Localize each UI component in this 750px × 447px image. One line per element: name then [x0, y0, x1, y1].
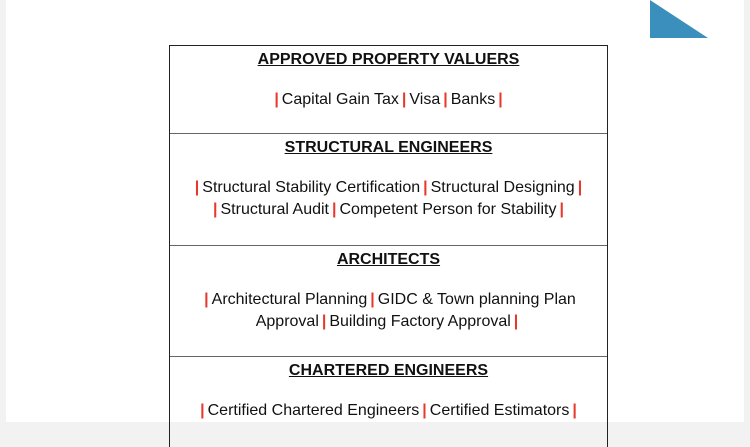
service-item: Capital Gain Tax — [281, 91, 399, 108]
separator-bar: | — [274, 91, 279, 108]
service-item: Structural Audit — [220, 201, 329, 218]
section-body — [170, 89, 607, 111]
separator-bar: | — [443, 91, 448, 108]
separator-bar: | — [213, 201, 218, 218]
section-title: CHARTERED ENGINEERS — [288, 362, 489, 379]
service-line — [176, 289, 601, 311]
separator-bar: | — [572, 402, 577, 419]
service-item: Certified Chartered Engineers — [207, 402, 420, 419]
separator-bar: | — [194, 179, 200, 196]
section-title: STRUCTURAL ENGINEERS — [284, 139, 493, 156]
service-item: GIDC & Town planning Plan — [377, 291, 576, 308]
separator-bar: | — [332, 201, 337, 218]
separator-bar: | — [559, 201, 564, 218]
section-title: APPROVED PROPERTY VALUERS — [257, 51, 520, 68]
service-item: Building Factory Approval — [329, 313, 511, 330]
services-table — [169, 45, 608, 447]
section-architects — [170, 246, 607, 357]
section-approved-property-valuers — [170, 46, 607, 134]
service-line — [176, 177, 601, 199]
separator-bar: | — [422, 402, 427, 419]
service-line — [176, 311, 601, 333]
separator-bar: | — [370, 291, 375, 308]
separator-bar: | — [204, 291, 209, 308]
section-body — [170, 400, 607, 422]
separator-bar: | — [200, 402, 205, 419]
separator-bar: | — [401, 91, 407, 108]
separator-bar: | — [423, 179, 428, 196]
service-line — [176, 400, 601, 422]
service-item: Competent Person for Stability — [339, 201, 557, 218]
separator-bar: | — [577, 179, 583, 196]
service-item: Structural Stability Certification — [202, 179, 421, 196]
section-body — [170, 177, 607, 221]
section-title: ARCHITECTS — [336, 251, 441, 268]
separator-bar: | — [498, 91, 503, 108]
section-structural-engineers — [170, 134, 607, 246]
service-item: Certified Estimators — [429, 402, 570, 419]
corner-triangle-decoration — [650, 0, 708, 38]
section-chartered-engineers — [170, 357, 607, 447]
section-body — [170, 289, 607, 333]
service-line — [176, 199, 601, 221]
separator-bar: | — [513, 313, 519, 330]
service-item: Structural Designing — [430, 179, 575, 196]
service-item: Banks — [450, 91, 496, 108]
service-item: Approval — [255, 313, 319, 330]
service-line — [176, 89, 601, 111]
service-item: Architectural Planning — [211, 291, 368, 308]
service-item: Visa — [409, 91, 441, 108]
separator-bar: | — [321, 313, 327, 330]
